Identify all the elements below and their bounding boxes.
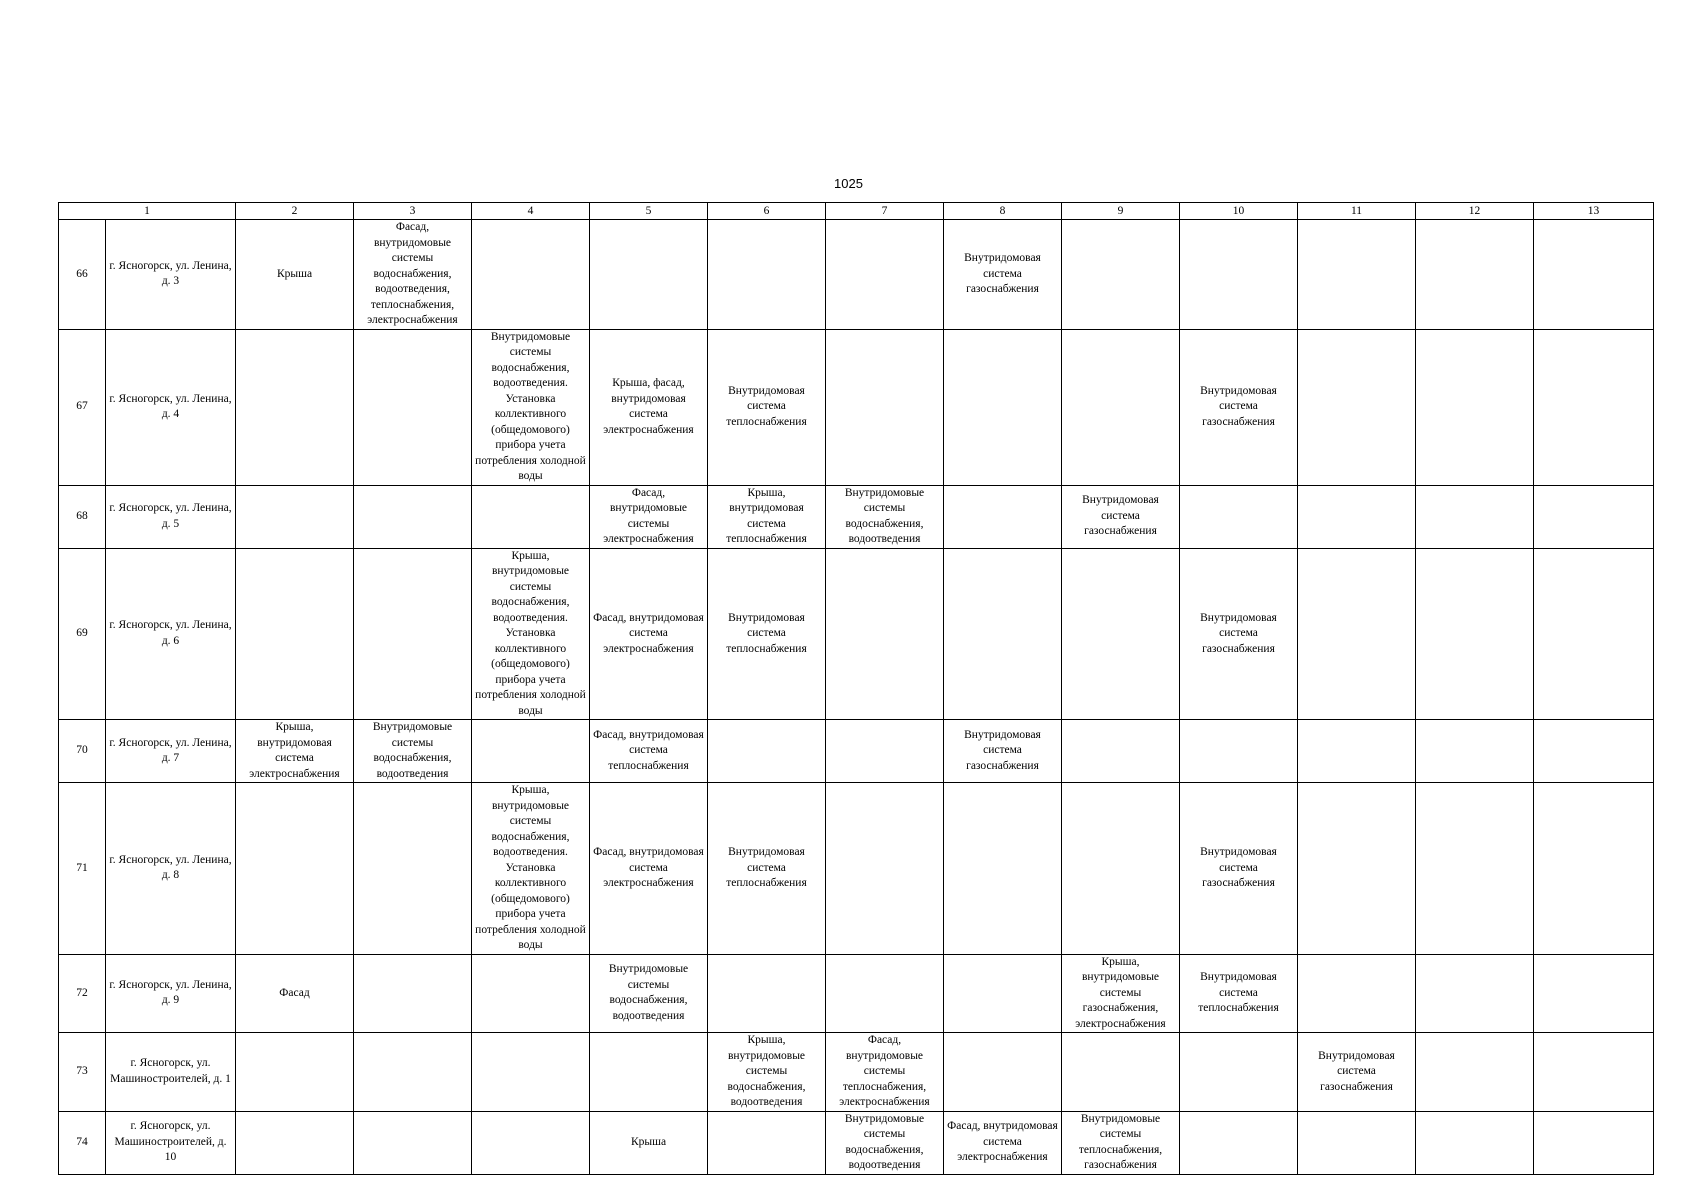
column-number-header-row [59,203,1654,220]
work-cell [354,548,472,720]
work-cell: Крыша [236,220,354,330]
work-cell [472,485,590,548]
work-cell: Внутридомовая система теплоснабжения [708,783,826,955]
work-cell [236,1033,354,1112]
work-cell: Крыша, внутридомовые системы водоснабжения, водоотведения [708,1033,826,1112]
table-row [59,485,1654,548]
work-cell: Внутридомовая система газоснабжения [1298,1033,1416,1112]
work-cell: Крыша, внутридомовая система теплоснабжения [708,485,826,548]
table-row [59,548,1654,720]
row-number: 68 [59,485,106,548]
work-cell [1180,220,1298,330]
work-cell: Фасад, внутридомовые системы электроснабжения [590,485,708,548]
row-number: 69 [59,548,106,720]
work-cell [944,783,1062,955]
column-header: 4 [472,203,590,220]
work-cell [708,220,826,330]
address-cell: г. Ясногорск, ул. Машиностроителей, д. 1 [106,1033,236,1112]
work-cell: Внутридомовые системы водоснабжения, водоотведения. Установка коллективного (общедомового) прибора учета потребления холодной воды [472,329,590,485]
work-cell: Крыша [590,1111,708,1174]
work-cell: Внутридомовая система газоснабжения [1180,783,1298,955]
address-cell: г. Ясногорск, ул. Ленина, д. 3 [106,220,236,330]
work-cell [1534,1033,1654,1112]
work-cell: Крыша, фасад, внутридомовая система электроснабжения [590,329,708,485]
work-cell [1534,548,1654,720]
work-cell [1534,329,1654,485]
table-row [59,783,1654,955]
column-header: 5 [590,203,708,220]
work-cell: Фасад, внутридомовая система теплоснабжения [590,720,708,783]
work-cell [236,329,354,485]
work-cell: Внутридомовая система газоснабжения [944,220,1062,330]
work-cell [472,1033,590,1112]
work-cell: Внутридомовые системы водоснабжения, водоотведения [826,485,944,548]
work-cell [1062,220,1180,330]
work-cell: Крыша, внутридомовые системы газоснабжения, электроснабжения [1062,954,1180,1033]
table-body [59,220,1654,1175]
work-cell [1416,329,1534,485]
work-cell [1534,720,1654,783]
work-cell [472,720,590,783]
work-cell [1062,329,1180,485]
work-cell [1298,548,1416,720]
work-cell: Крыша, внутридомовые системы водоснабжения, водоотведения. Установка коллективного (общедомового) прибора учета потребления холодной воды [472,548,590,720]
work-cell: Фасад, внутридомовая система электроснабжения [944,1111,1062,1174]
address-cell: г. Ясногорск, ул. Ленина, д. 4 [106,329,236,485]
page-number: 1025 [834,176,863,191]
work-cell [1416,1033,1534,1112]
work-cell [1180,1033,1298,1112]
work-cell [826,548,944,720]
work-cell: Фасад, внутридомовые системы водоснабжения, водоотведения, теплоснабжения, электроснабжения [354,220,472,330]
work-cell [944,954,1062,1033]
work-cell [1298,329,1416,485]
work-cell [1062,548,1180,720]
column-header: 10 [1180,203,1298,220]
address-cell: г. Ясногорск, ул. Ленина, д. 9 [106,954,236,1033]
work-cell [1416,783,1534,955]
row-number: 70 [59,720,106,783]
row-number: 66 [59,220,106,330]
work-cell [944,1033,1062,1112]
work-cell [472,1111,590,1174]
work-cell [1416,720,1534,783]
table-row [59,720,1654,783]
work-cell [590,1033,708,1112]
table-row [59,220,1654,330]
work-cell [1416,1111,1534,1174]
work-cell [1180,720,1298,783]
work-cell: Фасад [236,954,354,1033]
column-header: 7 [826,203,944,220]
work-cell [1298,1111,1416,1174]
work-cell: Внутридомовые системы теплоснабжения, газоснабжения [1062,1111,1180,1174]
work-cell [826,783,944,955]
column-header: 3 [354,203,472,220]
row-number: 67 [59,329,106,485]
column-header: 11 [1298,203,1416,220]
work-cell [1534,220,1654,330]
row-number: 74 [59,1111,106,1174]
work-cell [1298,485,1416,548]
work-cell [1062,783,1180,955]
work-cell [708,1111,826,1174]
work-cell: Внутридомовые системы водоснабжения, водоотведения [354,720,472,783]
work-cell [236,1111,354,1174]
work-cell [1180,485,1298,548]
address-cell: г. Ясногорск, ул. Ленина, д. 7 [106,720,236,783]
address-cell: г. Ясногорск, ул. Ленина, д. 5 [106,485,236,548]
work-cell [944,329,1062,485]
work-cell [1534,954,1654,1033]
table-row [59,954,1654,1033]
work-cell [1416,548,1534,720]
work-cell: Внутридомовая система газоснабжения [1180,548,1298,720]
row-number: 72 [59,954,106,1033]
work-cell [708,954,826,1033]
work-cell: Фасад, внутридомовая система электроснабжения [590,548,708,720]
work-cell [708,720,826,783]
column-header: 6 [708,203,826,220]
work-cell: Фасад, внутридомовые системы теплоснабжения, электроснабжения [826,1033,944,1112]
work-cell [944,485,1062,548]
address-cell: г. Ясногорск, ул. Машиностроителей, д. 10 [106,1111,236,1174]
work-cell [236,548,354,720]
work-cell [1298,720,1416,783]
work-cell [1298,954,1416,1033]
work-cell [826,329,944,485]
work-cell [1534,1111,1654,1174]
work-cell [1062,1033,1180,1112]
work-cell: Фасад, внутридомовая система электроснабжения [590,783,708,955]
work-cell [354,1033,472,1112]
row-number: 73 [59,1033,106,1112]
work-cell [472,220,590,330]
work-cell: Крыша, внутридомовая система электроснабжения [236,720,354,783]
work-cell [1416,954,1534,1033]
table-row [59,1033,1654,1112]
work-cell [826,720,944,783]
work-cell [236,485,354,548]
work-cell [1534,783,1654,955]
repair-schedule-table [58,202,1654,1175]
work-cell [1298,783,1416,955]
work-cell: Внутридомовая система газоснабжения [944,720,1062,783]
work-cell: Внутридомовая система теплоснабжения [708,329,826,485]
work-cell [826,220,944,330]
work-cell [1534,485,1654,548]
work-cell [944,548,1062,720]
column-header: 9 [1062,203,1180,220]
work-cell: Крыша, внутридомовые системы водоснабжения, водоотведения. Установка коллективного (общедомового) прибора учета потребления холодной воды [472,783,590,955]
table-row [59,1111,1654,1174]
work-cell: Внутридомовая система теплоснабжения [708,548,826,720]
work-cell [1062,720,1180,783]
work-cell [354,783,472,955]
work-cell: Внутридомовые системы водоснабжения, водоотведения [826,1111,944,1174]
column-header: 12 [1416,203,1534,220]
work-cell: Внутридомовая система газоснабжения [1062,485,1180,548]
column-header: 8 [944,203,1062,220]
work-cell: Внутридомовая система теплоснабжения [1180,954,1298,1033]
work-cell [1180,1111,1298,1174]
work-cell [236,783,354,955]
work-cell [590,220,708,330]
work-cell [1416,485,1534,548]
work-cell [354,954,472,1033]
work-cell [472,954,590,1033]
address-cell: г. Ясногорск, ул. Ленина, д. 6 [106,548,236,720]
table-row [59,329,1654,485]
work-cell [354,485,472,548]
column-header: 13 [1534,203,1654,220]
work-cell: Внутридомовая система газоснабжения [1180,329,1298,485]
work-cell [1416,220,1534,330]
work-cell [826,954,944,1033]
work-cell [354,1111,472,1174]
work-cell [354,329,472,485]
row-number: 71 [59,783,106,955]
column-header: 2 [236,203,354,220]
column-header: 1 [59,203,236,220]
work-cell: Внутридомовые системы водоснабжения, водоотведения [590,954,708,1033]
address-cell: г. Ясногорск, ул. Ленина, д. 8 [106,783,236,955]
work-cell [1298,220,1416,330]
